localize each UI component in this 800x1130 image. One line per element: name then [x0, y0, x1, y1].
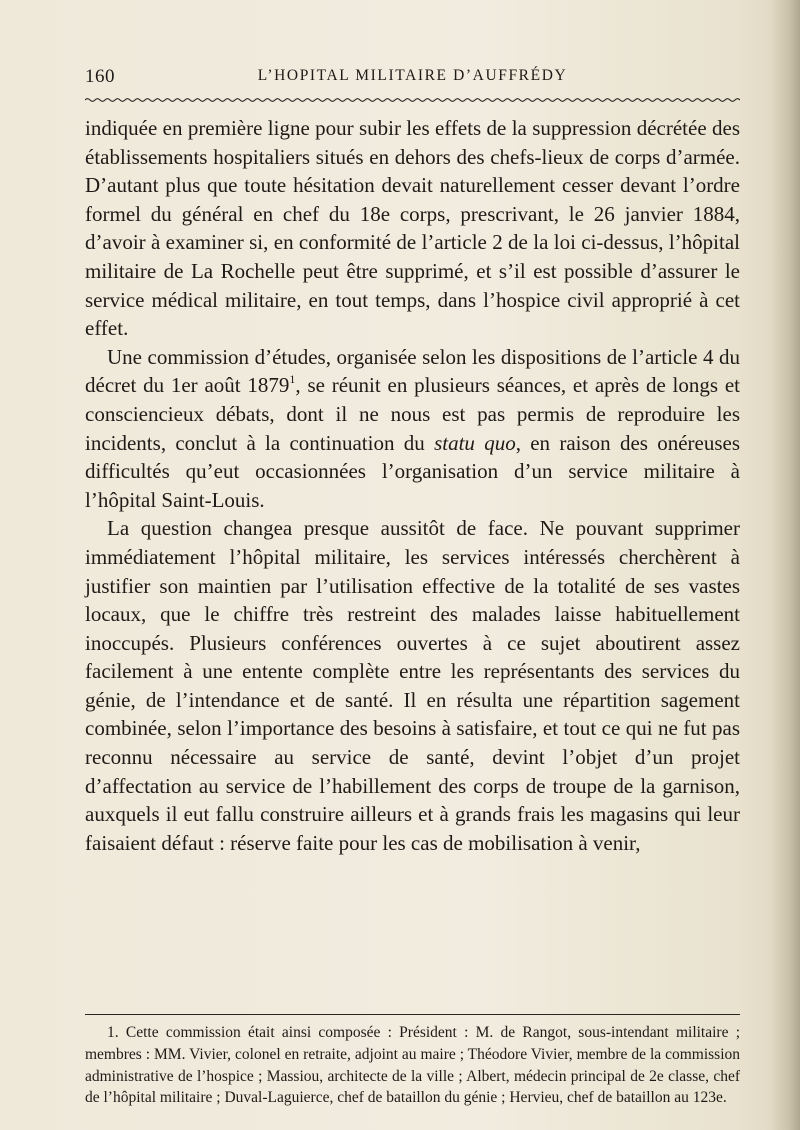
page-header	[85, 66, 740, 90]
running-title: L’HOPITAL MILITAIRE D’AUFFRÉDY	[257, 67, 568, 84]
footnote-text: Cette commission était ainsi composée : Président : M. de Rangot, sous-intendant militaire ; membres : MM. Vivier, colonel en retraite, adjoint au maire ; Théodore Vivier, membre de la commission administrative de l’hospice ; Massiou, architecte de la ville ; Albert, médecin principal de 2e classe, chef de l’hôpital militaire ; Duval-Laguierce, chef de bataillon du génie ; Hervieu, chef de bataillon au 123e.	[85, 1024, 741, 1107]
paragraph-3: La question changea presque aussitôt de face. Ne pouvant supprimer immédiatement l’hôpital militaire, les services intéressés cherchèrent à justifier son maintien par l’utilisation effective de la totalité de ses vastes locaux, que le chiffre très restreint des malades laisse habituellement inoccupés. Plusieurs conférences ouvertes à ce sujet aboutirent assez facilement à une entente complète entre les représentants des services du génie, de l’intendance et de santé. Il en résulta une répartition sagement combinée, selon l’importance des besoins à satisfaire, et tout ce qui ne fut pas reconnu nécessaire au service de santé, devint l’objet d’un projet d’affectation au service de l’habillement des corps de troupe de la garnison, auxquels il eut fallu construire ailleurs et à grands frais les magasins qui leur faisaient défaut : réserve faite pour les cas de mobilisation à venir,	[85, 516, 740, 855]
page-number: 160	[85, 66, 115, 87]
italic-latin-phrase: statu quo	[434, 430, 516, 455]
paragraph-2-part-a: Une commission d’études, organisée selon les dispositions de l’article 4 du décret du 1er août 1879	[85, 344, 740, 398]
paragraph-2-part-b: , se réunit en plusieurs séances, et après de longs et consciencieux débats, dont il ne nous est pas permis de reproduire les incidents, conclut à la continuation du	[85, 373, 740, 455]
footnote-reference: 1	[289, 372, 296, 387]
footnote-number: 1.	[107, 1024, 119, 1041]
decorative-wavy-rule	[85, 95, 740, 105]
paragraph-1: indiquée en première ligne pour subir les effets de la suppression décrétée des établissements hospitaliers situés en dehors des chefs-lieux de corps d’armée. D’autant plus que toute hésitation devait naturellement cesser devant l’ordre formel du général en chef du 18e corps, prescrivant, le 26 janvier 1884, d’avoir à examiner si, en conformité de l’article 2 de la loi ci-dessus, l’hôpital militaire de La Rochelle peut être supprimé, et s’il est possible d’assurer le service médical militaire, en tout temps, dans l’hospice civil approprié à cet effet.	[85, 116, 740, 341]
page-edge-shadow	[770, 0, 800, 1130]
paragraph-2	[85, 343, 740, 515]
main-text	[85, 114, 740, 857]
footnote	[85, 1022, 740, 1109]
footnote-separator	[85, 1014, 740, 1015]
paragraph-2-part-c: , en raison des onéreuses difficultés qu’eut occasionnées l’organisation d’un service militaire à l’hôpital Saint-Louis.	[85, 430, 741, 512]
